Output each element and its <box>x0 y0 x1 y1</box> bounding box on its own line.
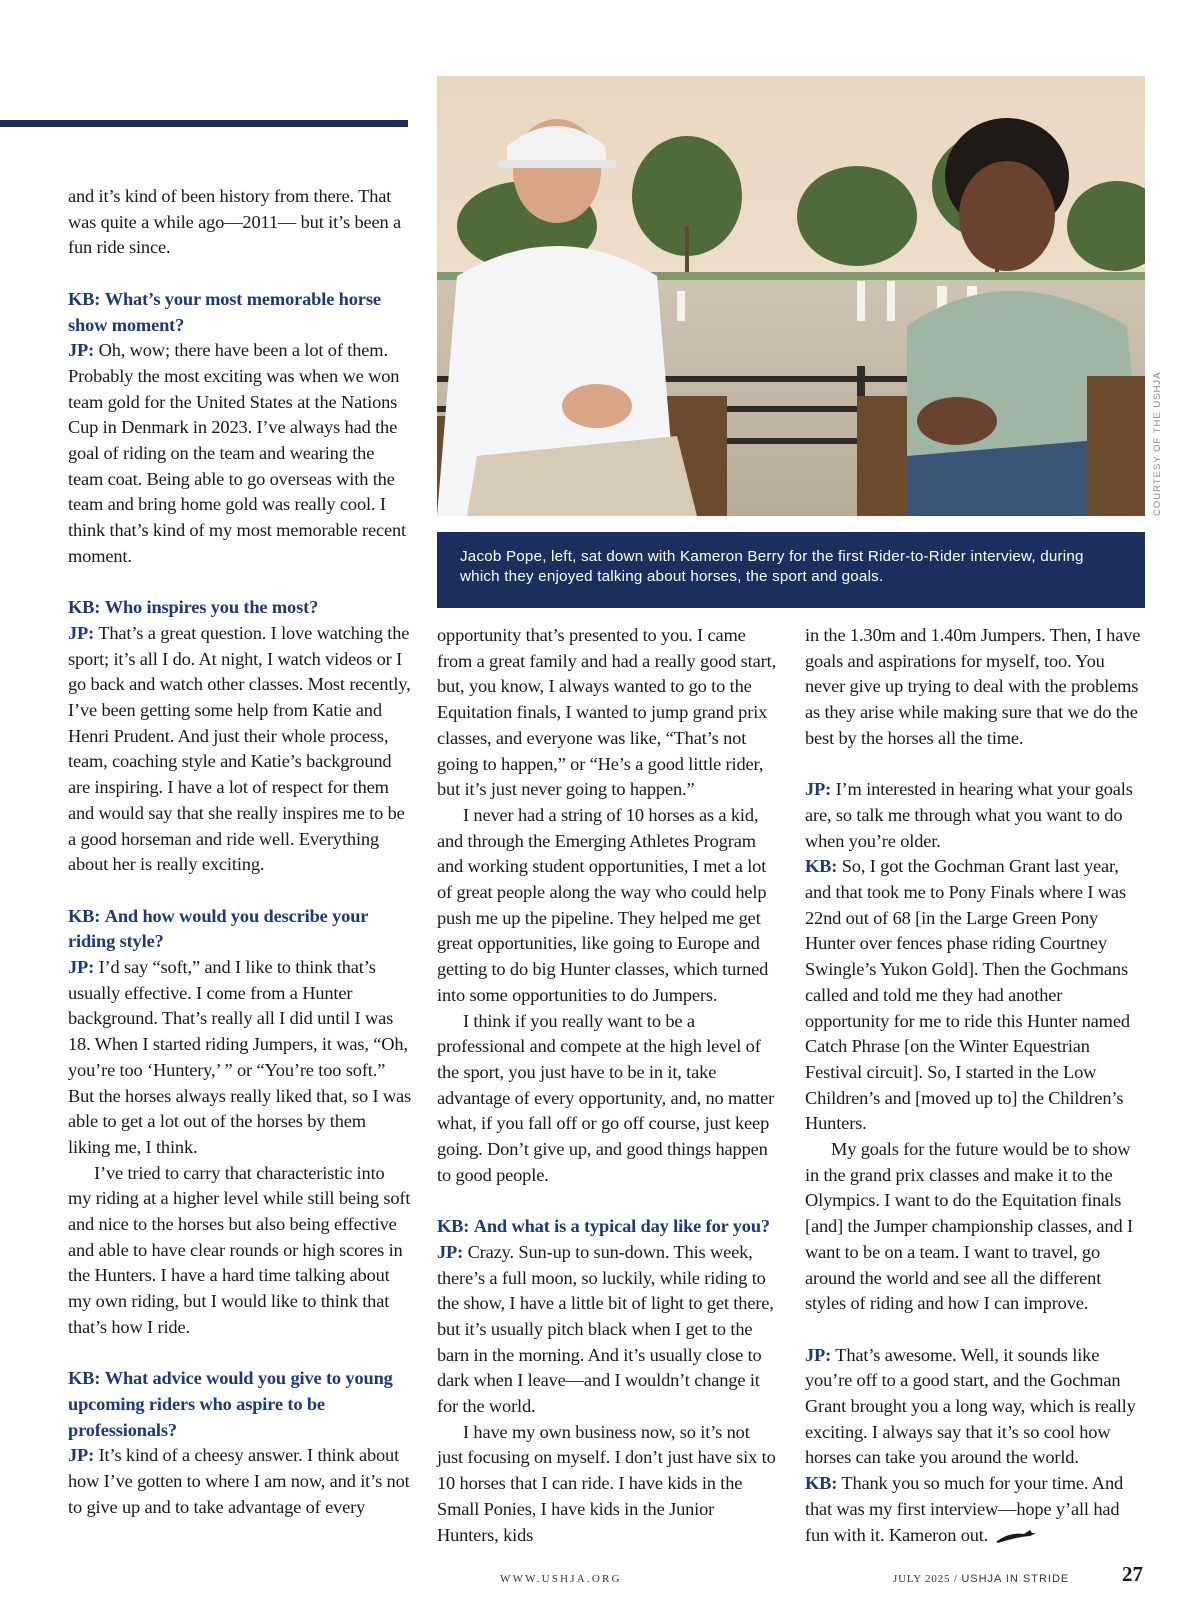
paragraph-gap <box>68 261 412 287</box>
paragraph-gap <box>805 1317 1145 1343</box>
interview-question <box>68 1366 412 1443</box>
paragraph-text: And how would you describe your riding style? <box>68 905 368 952</box>
speaker-label: KB: <box>68 905 101 926</box>
interview-answer <box>68 955 412 1161</box>
paragraph-text: in the 1.30m and 1.40m Jumpers. Then, I have goals and aspirations for myself, too. You never give up trying to deal with the problems as they arise while making sure that we do the best by the horses all the time. <box>805 625 1141 748</box>
paragraph-gap <box>68 878 412 904</box>
paragraph-text: That’s a great question. I love watching the sport; it’s all I do. At night, I watch videos or I go back and watch other classes. Most recently, I’ve been getting some help from Katie and Henri Prudent. And just their whole process, team, coaching style and Katie’s background are inspiring. I have a lot of respect for them and would say that she really inspires me to be a good horseman and ride well. Everything about her is really exciting. <box>68 622 411 875</box>
footer-separator: / <box>953 1573 958 1585</box>
speaker-label: JP: <box>68 340 95 361</box>
footer-website[interactable]: WWW.USHJA.ORG <box>500 1573 622 1585</box>
interview-answer <box>805 1343 1145 1472</box>
interview-answer <box>68 621 412 878</box>
body-paragraph <box>437 1420 777 1549</box>
page-number: 27 <box>1122 1562 1143 1586</box>
paragraph-text: opportunity that’s presented to you. I came from a great family and had a really good start, but, you know, I always wanted to go to the Equitation finals, I wanted to jump grand prix classes, and everyone was like, “That’s not going to happen,” or “He’s a good little rider, but it’s just never going to happen.” <box>437 625 777 800</box>
paragraph-gap <box>805 752 1145 778</box>
paragraph-text: I have my own business now, so it’s not just focusing on myself. I don’t just have six to 10 horses that I can ride. I have kids in the Small Ponies, I have kids in the Junior Hunters, kids <box>437 1421 776 1545</box>
speaker-label: JP: <box>805 1344 832 1365</box>
paragraph-text: My goals for the future would be to show in the grand prix classes and make it to the Olympics. I want to do the Equitation finals [and] the Jumper championship classes, and I want to be on a team. I want to travel, go around the world and see all the different styles of riding and how I can improve. <box>805 1139 1133 1314</box>
paragraph-text: What’s your most memorable horse show moment? <box>68 288 381 335</box>
interview-question <box>437 1214 777 1240</box>
speaker-label: KB: <box>437 1216 470 1237</box>
paragraph-text: So, I got the Gochman Grant last year, and that took me to Pony Finals where I was 22nd out of 68 [in the Large Green Pony Hunter over fences phase riding Courtney Swingle’s Yukon Gold]. Then the Gochmans called and told me they had another opportunity for me to ride this Hunter named Catch Phrase [on the Winter Equestrian Festival circuit]. So, I started in the Low Children’s and [moved up to] the Children’s Hunters. <box>805 856 1130 1134</box>
paragraph-text: Crazy. Sun-up to sun-down. This week, there’s a full moon, so luckily, while riding to the show, I have a little bit of light to get there, but it’s usually pitch black when I get to the barn in the morning. And it’s usually close to dark when I leave—and I wouldn’t change it for the world. <box>437 1241 774 1417</box>
speaker-label: KB: <box>68 1368 101 1389</box>
paragraph-text: and it’s kind of been history from there. That was quite a while ago—2011— but it’s been a fun ride since. <box>68 186 402 258</box>
paragraph-text: That’s awesome. Well, it sounds like you’re off to a good start, and the Gochman Grant brought you a long way, which is really exciting. I always say that it’s so cool how horses can take you around the world. <box>805 1344 1136 1468</box>
paragraph-text: And what is a typical day like for you? <box>473 1216 770 1237</box>
speaker-label: JP: <box>68 957 95 978</box>
article-column-3 <box>805 623 1145 1548</box>
footer-magazine-name: USHJA IN STRIDE <box>961 1573 1070 1585</box>
body-paragraph <box>437 803 777 1009</box>
speaker-label: JP: <box>68 1445 95 1466</box>
interview-answer <box>68 1443 412 1520</box>
body-paragraph <box>68 184 412 261</box>
photo-caption: Jacob Pope, left, sat down with Kameron Berry for the first Rider-to-Rider interview, during which they enjoyed talking about horses, the sport and goals. <box>437 532 1145 608</box>
paragraph-gap <box>68 1341 412 1367</box>
speaker-label: KB: <box>805 856 838 877</box>
interview-answer <box>437 1240 777 1420</box>
photo-credit: COURTESY OF THE USHJA <box>1152 371 1163 516</box>
interview-question <box>68 595 412 621</box>
interview-question <box>68 287 412 338</box>
paragraph-gap <box>68 570 412 596</box>
speaker-label: JP: <box>805 779 832 800</box>
paragraph-text: I think if you really want to be a professional and compete at the high level of the sport, you just have to be in it, take advantage of every opportunity, and, no matter what, if you fall off or go off course, just keep going. Don’t give up, and good things happen to good people. <box>437 1010 775 1185</box>
footer-issue <box>893 1573 1069 1585</box>
body-paragraph <box>68 1161 412 1341</box>
paragraph-text: It’s kind of a cheesy answer. I think about how I’ve gotten to where I am now, and it’s not to give up and to take advantage of every <box>68 1445 410 1517</box>
footer-issue-date: JULY 2025 <box>893 1573 951 1585</box>
paragraph-text: I’ve tried to carry that characteristic into my riding at a higher level while still being soft and nice to the horses but also being effective and able to have clear rounds or high scores in the Hunters. I have a hard time talking about my own riding, but I would like to think that that’s how I ride. <box>68 1162 411 1337</box>
body-paragraph <box>437 623 777 803</box>
speaker-label: JP: <box>68 622 95 643</box>
paragraph-text: I’m interested in hearing what your goals are, so talk me through what you want to do when you’re older. <box>805 779 1133 851</box>
speaker-label: KB: <box>68 597 101 618</box>
interview-answer <box>805 777 1145 854</box>
header-rule <box>0 120 408 127</box>
interview-answer <box>68 338 412 569</box>
paragraph-text: What advice would you give to young upcoming riders who aspire to be professionals? <box>68 1368 393 1440</box>
interview-photo <box>437 76 1145 516</box>
interview-answer <box>805 854 1145 1137</box>
paragraph-text: Thank you so much for your time. And that was my first interview—hope y’all had fun with it. Kameron out. <box>805 1473 1124 1545</box>
paragraph-text: Oh, wow; there have been a lot of them. Probably the most exciting was when we won team gold for the United States at the Nations Cup in Denmark in 2023. I’ve always had the goal of riding on the team and wearing the team coat. Being able to go overseas with the team and bring home gold was really cool. I think that’s kind of my most memorable recent moment. <box>68 340 407 566</box>
body-paragraph <box>437 1009 777 1189</box>
paragraph-gap <box>437 1188 777 1214</box>
speaker-label: KB: <box>805 1473 838 1494</box>
interview-answer <box>805 1471 1145 1548</box>
speaker-label: JP: <box>437 1241 464 1262</box>
paragraph-text: Who inspires you the most? <box>104 597 319 618</box>
horse-endmark-icon <box>994 1528 1038 1544</box>
body-paragraph <box>805 1137 1145 1317</box>
speaker-label: KB: <box>68 288 101 309</box>
article-column-2 <box>437 623 777 1548</box>
paragraph-text: I’d say “soft,” and I like to think that’s usually effective. I come from a Hunter background. That’s really all I did until I was 18. When I started riding Jumpers, it was, “Oh, you’re too ‘Huntery,’ ” or “You’re too soft.” But the horses always really liked that, so I was able to get a lot out of the horses by them liking me, I think. <box>68 957 412 1157</box>
article-column-1 <box>68 184 412 1521</box>
body-paragraph <box>805 623 1145 752</box>
paragraph-text: I never had a string of 10 horses as a kid, and through the Emerging Athletes Program and working student opportunities, I met a lot of great people along the way who could help push me up the pipeline. They helped me get great opportunities, like going to Europe and getting to do big Hunter classes, which turned into some opportunities to do Jumpers. <box>437 804 769 1005</box>
interview-question <box>68 904 412 955</box>
